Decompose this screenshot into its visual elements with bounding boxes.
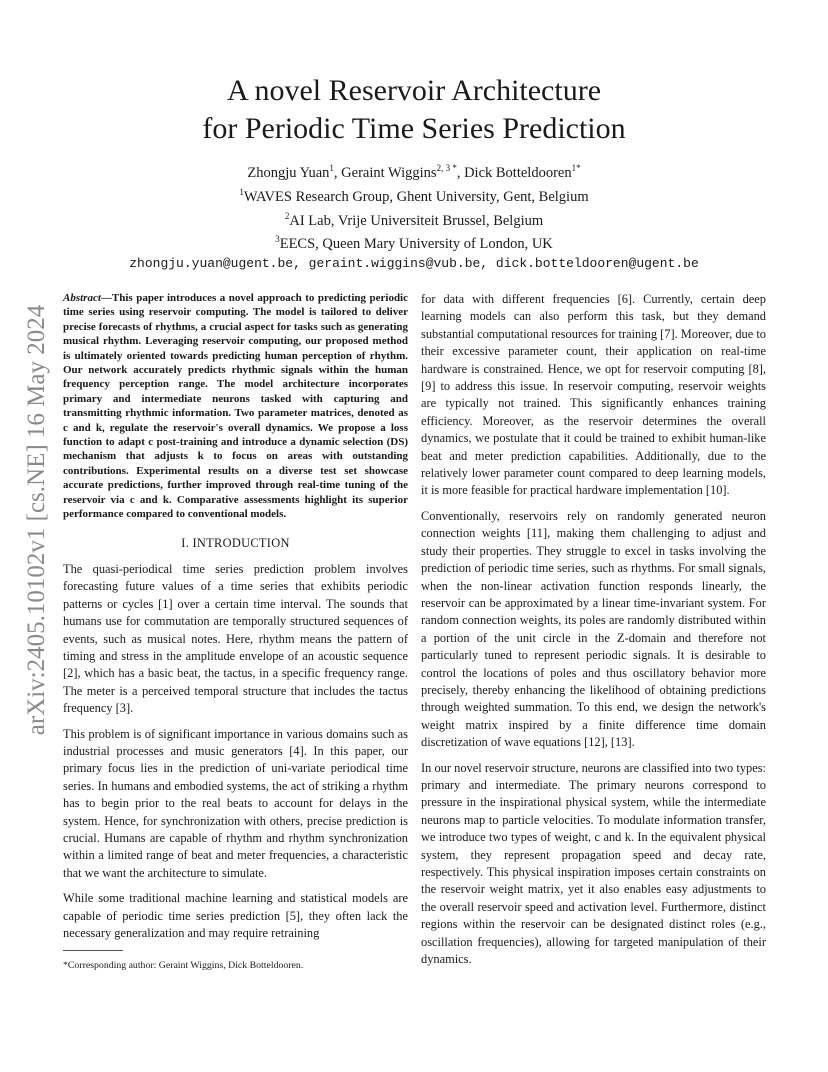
footnote-divider [63,950,123,951]
body-paragraph: This problem is of significant importance in various domains such as industrial processes and music generators [4]. In this paper, our primary focus lies in the prediction of uni-variate periodical time series. In humans and embodied systems, the act of striking a rhythm has to begin prior to the real beats to account for delays in the system. Hence, for synchronization with others, precise prediction is crucial. Humans are capable of rhythm and rhythm synchronization within a limited range of beat and meter frequencies, a characteristic that we want the architecture to simulate. [63,726,408,880]
abstract [63,291,408,522]
affiliation-text: AI Lab, Vrije Universiteit Brussel, Belgium [289,212,544,229]
title-line-2: for Periodic Time Series Prediction [202,112,626,145]
affiliation-sup: 1 [239,186,244,197]
footnote: *Corresponding author: Geraint Wiggins, Dick Botteldooren. [63,960,304,971]
arxiv-stamp: arXiv:2405.10102v1 [cs.NE] 16 May 2024 [23,304,50,736]
title-line-1: A novel Reservoir Architecture [226,74,602,107]
paper-title [0,72,828,148]
author-name: Dick Botteldooren [464,164,572,181]
author-emails: zhongju.yuan@ugent.be, geraint.wiggins@vub.be, dick.botteldooren@ugent.be [129,256,699,272]
body-paragraph: The quasi-periodical time series prediction problem involves forecasting future values of a time series that exhibits periodic patterns or cycles [1] over a certain time interval. The sounds that humans use for commutation are temporally structured sequences of events, such as musical notes. Here, rhythm means the pattern of timing and stress in the amplitude envelope of an acoustic sequence [2], which has a basic beat, the tactus, in a specific frequency range. The meter is a perceived temporal structure that includes the tactus frequency [3]. [63,561,408,716]
affiliation-text: WAVES Research Group, Ghent University, Gent, Belgium [243,188,589,205]
section-heading: I. INTRODUCTION [181,535,290,550]
body-paragraph: for data with different frequencies [6]. Currently, certain deep learning models can also perform this task, but they demand substantial computational resources for training [7]. Moreover, due to their excessive parameter count, their application on real-time hardware is constrained. Hence, we opt for reservoir computing [8], [9] to address this issue. In reservoir computing, reservoir weights are typically not trained. This significantly enhances training efficiency. Moreover, as the reservoir determines the overall dynamics, we postulate that it could be trained to exhibit human-like beat and meter prediction capabilities. Additionally, due to the relatively lower parameter count compared to deep learning models, it is more feasible for practical hardware implementation [10]. [421,292,766,498]
author-sup: 1 [329,163,334,173]
author-line: Zhongju Yuan$^1$, Geraint Wiggins$^{2, 3 *}$, Dick Botteldooren$^{1*}$ [247,163,581,181]
abstract-label: Abstract [63,292,101,304]
abstract-text: —This paper introduces a novel approach to predicting periodic time series using reservoir computing. The model is tailored to deliver precise forecasts of rhythms, a crucial aspect for tasks such as generating musical rhythm. Leveraging reservoir computing, our proposed method is ultimately oriented towards predicting human perception of rhythm. Our network accurately predicts rhythmic signals within the human frequency perception range. The model architecture incorporates primary and intermediate neurons tasked with capturing and transmitting rhythmic information. Two parameter matrices, denoted as c and k, regulate the reservoir's overall dynamics. We propose a loss function to adapt c post-training and introduce a dynamic selection (DS) mechanism that adjusts k to focus on areas with outstanding contributions. Experimental results on a diverse test set showcase accurate predictions, further improved through real-time tuning of the reservoir via c and k. Comparative assessments highlight its superior performance compared to conventional models. [63,292,408,521]
body-paragraph: Conventionally, reservoirs rely on randomly generated neuron connection weights [11], making them challenging to adjust and study their properties. They struggle to excel in tasks involving the prediction of periodic time series, such as rhythms. For small signals, when the non-linear activation function responds linearly, the reservoir can be approximated by a linear time-invariant system. For random connection weights, its poles are randomly distributed within a portion of the unit circle in the Z-domain and therefore not particularly tuned to represent periodic signals. It is desirable to control the locations of poles and thus oscillatory behavior more precisely, thereby enhancing the likelihood of obtaining predictions through weighted summation. To this end, we design the network's weight matrix inspired by a finite difference time domain discretization of wave equations [12], [13]. [421,508,766,750]
affiliation-sup: 3 [275,234,280,245]
affiliation [0,230,828,254]
author-block [0,159,828,273]
author-sup: 2, 3 * [436,163,457,173]
affiliation [0,207,828,231]
right-column [421,291,766,976]
affiliation-text: EECS, Queen Mary University of London, UK [279,236,553,253]
body-paragraph: While some traditional machine learning and statistical models are capable of periodic time series prediction [5], they often lack the necessary generalization and may require retraining [63,891,408,941]
affiliation [0,183,828,207]
body-paragraph: In our novel reservoir structure, neurons are classified into two types: primary and intermediate. The primary neurons correspond to pressure in the inspirational physical system, while the intermediate neurons map to particle velocities. To modulate information transfer, we introduce two types of weight, c and k. In the equivalent physical system, they represent propagation speed and decay rate, respectively. This physical inspiration imposes certain constraints on the reservoir weight matrix, yet it also enables easy adjustments to the overall reservoir speed and activation level. Furthermore, distinct regions within the reservoir can be designated distinct roles (e.g., oscillation frequencies), allowing for targeted manipulation of their dynamics. [421,760,766,967]
author-name: Geraint Wiggins [341,164,437,181]
author-name: Zhongju Yuan [247,164,330,181]
affiliation-sup: 2 [284,210,290,221]
author-sup: 1* [571,163,581,173]
left-column [63,291,408,950]
